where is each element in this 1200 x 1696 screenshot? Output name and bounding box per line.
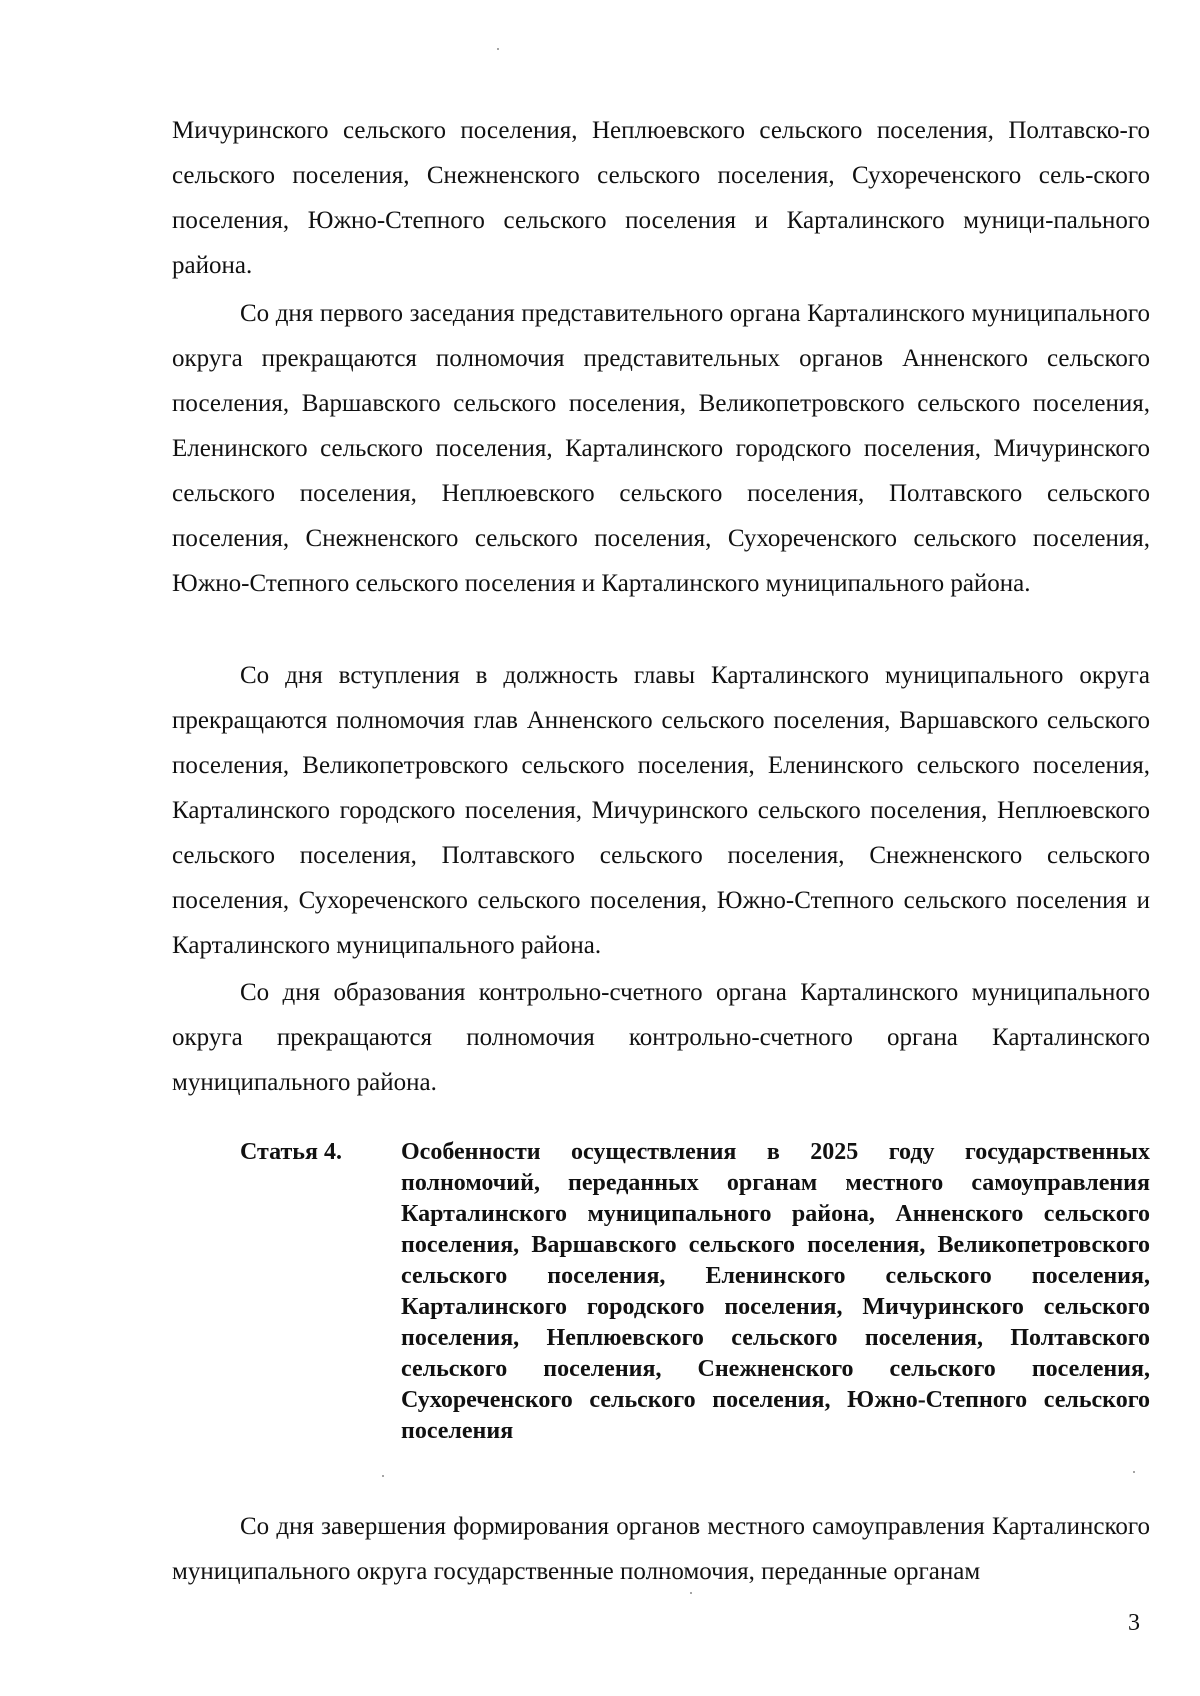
article-number: Статья 4. <box>240 1139 342 1165</box>
paragraph-continuation: Мичуринского сельского поселения, Неплюевского сельского поселения, Полтавско-го сельского поселения, Снежненского сельского поселения, Сухореченского сель-ского поселения, Южно-Степного сельского поселения и Карталинского муници-пального района. <box>172 117 1150 279</box>
scan-speck <box>690 1592 692 1594</box>
page-number: 3 <box>1128 1610 1140 1636</box>
paragraph-control-body: Со дня образования контрольно-счетного органа Карталинского муниципального округа прекращаются полномочия контрольно-счетного органа Карталинского муниципального района. <box>172 979 1150 1096</box>
paragraph-final: Со дня завершения формирования органов местного самоуправления Карталинского муниципального округа государственные полномочия, переданные органам <box>172 1513 1150 1585</box>
scan-speck <box>1133 1471 1135 1473</box>
paragraph-representative-bodies: Со дня первого заседания представительного органа Карталинского муниципального округа прекращаются полномочия представительных органов Анненского сельского поселения, Варшавского сельского поселения, Великопетровского сельского поселения, Еленинского сельского поселения, Карталинского городского поселения, Мичуринского сельского поселения, Неплюевского сельского поселения, Полтавского сельского поселения, Снежненского сельского поселения, Сухореченского сельского поселения, Южно-Степного сельского поселения и Карталинского муниципального района. <box>172 300 1150 597</box>
article-title: Особенности осуществления в 2025 году государственных полномочий, переданных органам местного самоуправления Карталинского муниципального района, Анненского сельского поселения, Варшавского сельского поселения, Великопетровского сельского поселения, Еленинского сельского поселения, Карталинского городского поселения, Мичуринского сельского поселения, Неплюевского сельского поселения, Полтавского сельского поселения, Снежненского сельского поселения, Сухореченского сельского поселения, Южно-Степного сельского поселения <box>401 1139 1150 1444</box>
scan-speck <box>382 1475 384 1477</box>
paragraph-heads: Со дня вступления в должность главы Карталинского муниципального округа прекращаются полномочия глав Анненского сельского поселения, Варшавского сельского поселения, Великопетровского сельского поселения, Еленинского сельского поселения, Карталинского городского поселения, Мичуринского сельского поселения, Неплюевского сельского поселения, Полтавского сельского поселения, Снежненского сельского поселения, Сухореченского сельского поселения, Южно-Степного сельского поселения и Карталинского муниципального района. <box>172 662 1150 959</box>
scan-speck <box>497 48 499 50</box>
